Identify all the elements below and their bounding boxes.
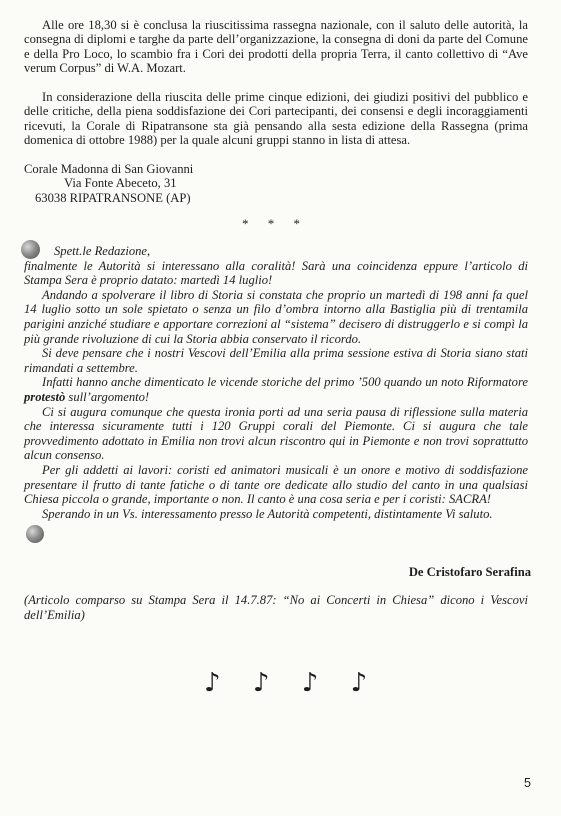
section-separator: * * * [242, 216, 308, 231]
letter-paragraph-4-emphasis: protestò [24, 389, 66, 404]
letter-paragraph-4-end: sull’argomento! [65, 389, 150, 404]
address-line-city: 63038 RIPATRANSONE (AP) [35, 191, 191, 205]
letter-paragraph-4 [24, 375, 528, 404]
letter-salutation: Spett.le Redazione, [54, 244, 151, 258]
paragraph-rassegna-conclusion: Alle ore 18,30 si è conclusa la riuscitissima rassegna nazionale, con il saluto delle autorità, la consegna di diplomi e targhe da parte dell’organizzazione, la consegna di doni da parte del Comune e della Pro Loco, lo scambio fra i Cori dei prodotti della propria Terra, il canto collettivo di “Ave verum Corpus” di W.A. Mozart. [24, 18, 528, 76]
page-number: 5 [523, 776, 531, 790]
letter-paragraph-4-text: Infatti hanno anche dimenticato le vicende storiche del primo ’500 quando un noto Riformatore [42, 375, 528, 390]
source-note: (Articolo comparso su Stampa Sera il 14.7.87: “No ai Concerti in Chiesa” dicono i Vescovi dell’Emilia) [24, 593, 528, 622]
letter-paragraph-5: Ci si augura comunque che questa ironia porti ad una seria pausa di riflessione sulla materia che interessa sicuramente tutti i 120 Gruppi corali del Piemonte. Ci si augura che tale provvedimento adottato in Emilia non trovi alcun riscontro qui in Piemonte e non trovi soprattutto alcun consenso. [24, 404, 528, 463]
letter-paragraph-7: Sperando in un Vs. interessamento presso le Autorità competenti, distintamente Vi saluto. [42, 506, 493, 521]
letter-signature: De Cristofaro Serafina [408, 565, 531, 579]
address-line-name: Corale Madonna di San Giovanni [24, 162, 194, 176]
binding-hole-bottom [26, 525, 44, 543]
letter-paragraph-1: finalmente le Autorità si interessano alla coralità! Sarà una coincidenza eppure l’articolo di Stampa Sera è proprio datato: martedì 14 luglio! [24, 258, 528, 288]
paragraph-sixth-edition: In considerazione della riuscita delle prime cinque edizioni, dei giudizi positivi del pubblico e delle critiche, della piena soddisfazione dei Cori partecipanti, dei consensi e degli incoraggiamenti ricevuti, la Corale di Ripatransone sta già pensando alla sesta edizione della Rassegna (prima domenica di ottobre 1988) per la quale alcuni gruppi stanno in lista di attesa. [24, 90, 528, 148]
music-notes-decoration: ♪ ♪ ♪ ♪ [204, 668, 380, 698]
letter-body [24, 244, 528, 521]
letter-paragraph-6: Per gli addetti ai lavori: coristi ed animatori musicali è un onore e motivo di soddisfazione presentare il frutto di tante fatiche o di tante ore dedicate allo studio del canto in una qualsiasi Chiesa piccola o grande, importante o non. Il canto è una cosa seria e per i coristi: SACRA! [24, 462, 528, 507]
address-line-street: Via Fonte Abeceto, 31 [64, 176, 177, 190]
letter-paragraph-2: Andando a spolverare il libro di Storia si constata che proprio un martedì di 198 anni fa quel 14 luglio sotto un sole spietato o senza un filo d’ombra intorno alla Bastiglia più di trentamila parigini anziché studiare e apportare correzioni al “sistema” decisero di distruggerlo e si compì la più grande rivoluzione di cui la Storia abbia conservato il ricordo. [24, 287, 528, 346]
letter-paragraph-3: Si deve pensare che i nostri Vescovi dell’Emilia alla prima sessione estiva di Storia siano stati rimandati a settembre. [24, 346, 528, 375]
